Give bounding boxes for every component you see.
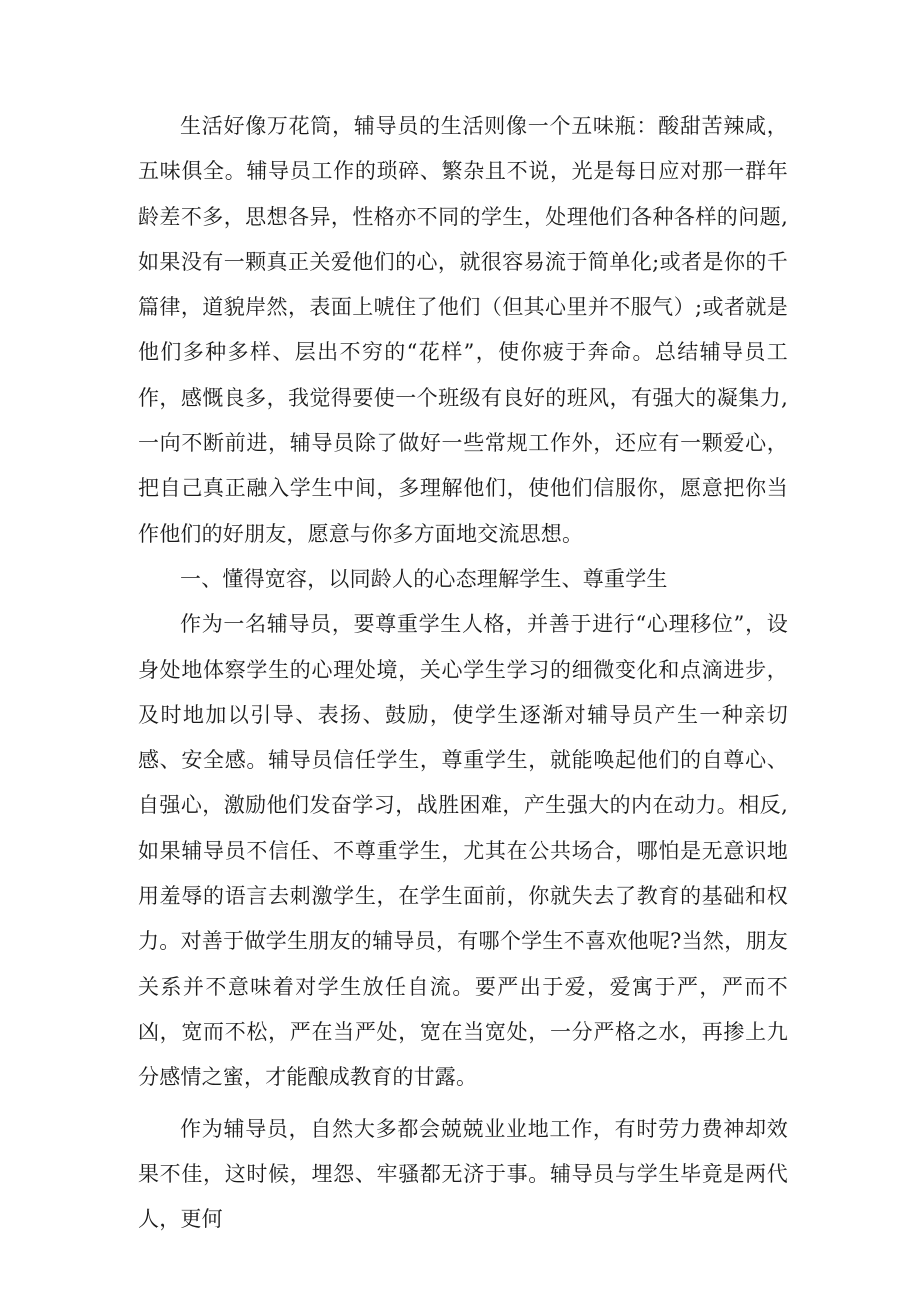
section-heading: 一、懂得宽容，以同龄人的心态理解学生、尊重学生 xyxy=(180,566,668,591)
paragraph-continued: 作为辅导员，自然大多都会兢兢业业地工作，有时劳力费神却效果不佳，这时候，埋怨、牢骚都无济于事。辅导员与学生毕竟是两代人，更何 xyxy=(138,1116,788,1232)
paragraph-respect: 作为一名辅导员，要尊重学生人格，并善于进行“心理移位”，设身处地体察学生的心理处境，关心学生学习的细微变化和点滴进步，及时地加以引导、表扬、鼓励，使学生逐渐对辅导员产生一种亲切感、安全感。辅导员信任学生，尊重学生，就能唤起他们的自尊心、自强心，激励他们发奋学习，战胜困难，产生强大的内在动力。相反,如果辅导员不信任、不尊重学生，尤其在公共场合，哪怕是无意识地用羞辱的语言去刺激学生，在学生面前，你就失去了教育的基础和权力。对善于做学生朋友的辅导员，有哪个学生不喜欢他呢?当然，朋友关系并不意味着对学生放任自流。要严出于爱，爱寓于严，严而不凶，宽而不松，严在当严处，宽在当宽处，一分严格之水，再掺上九分感情之蜜，才能酿成教育的甘露。 xyxy=(138,612,788,1090)
document-body xyxy=(138,104,788,1242)
paragraph-intro: 生活好像万花筒，辅导员的生活则像一个五味瓶：酸甜苦辣咸，五味俱全。辅导员工作的琐碎、繁杂且不说，光是每日应对那一群年龄差不多，思想各异，性格亦不同的学生，处理他们各种各样的问题,如果没有一颗真正关爱他们的心，就很容易流于简单化;或者是你的千篇律，道貌岸然，表面上唬住了他们（但其心里并不服气）;或者就是他们多种多样、层出不穷的“花样”，使你疲于奔命。总结辅导员工作，感慨良多，我觉得要使一个班级有良好的班风，有强大的凝集力,一向不断前进，辅导员除了做好一些常规工作外，还应有一颗爱心，把自己真正融入学生中间，多理解他们，使他们信服你，愿意把你当作他们的好朋友，愿意与你多方面地交流思想。 xyxy=(138,114,788,546)
